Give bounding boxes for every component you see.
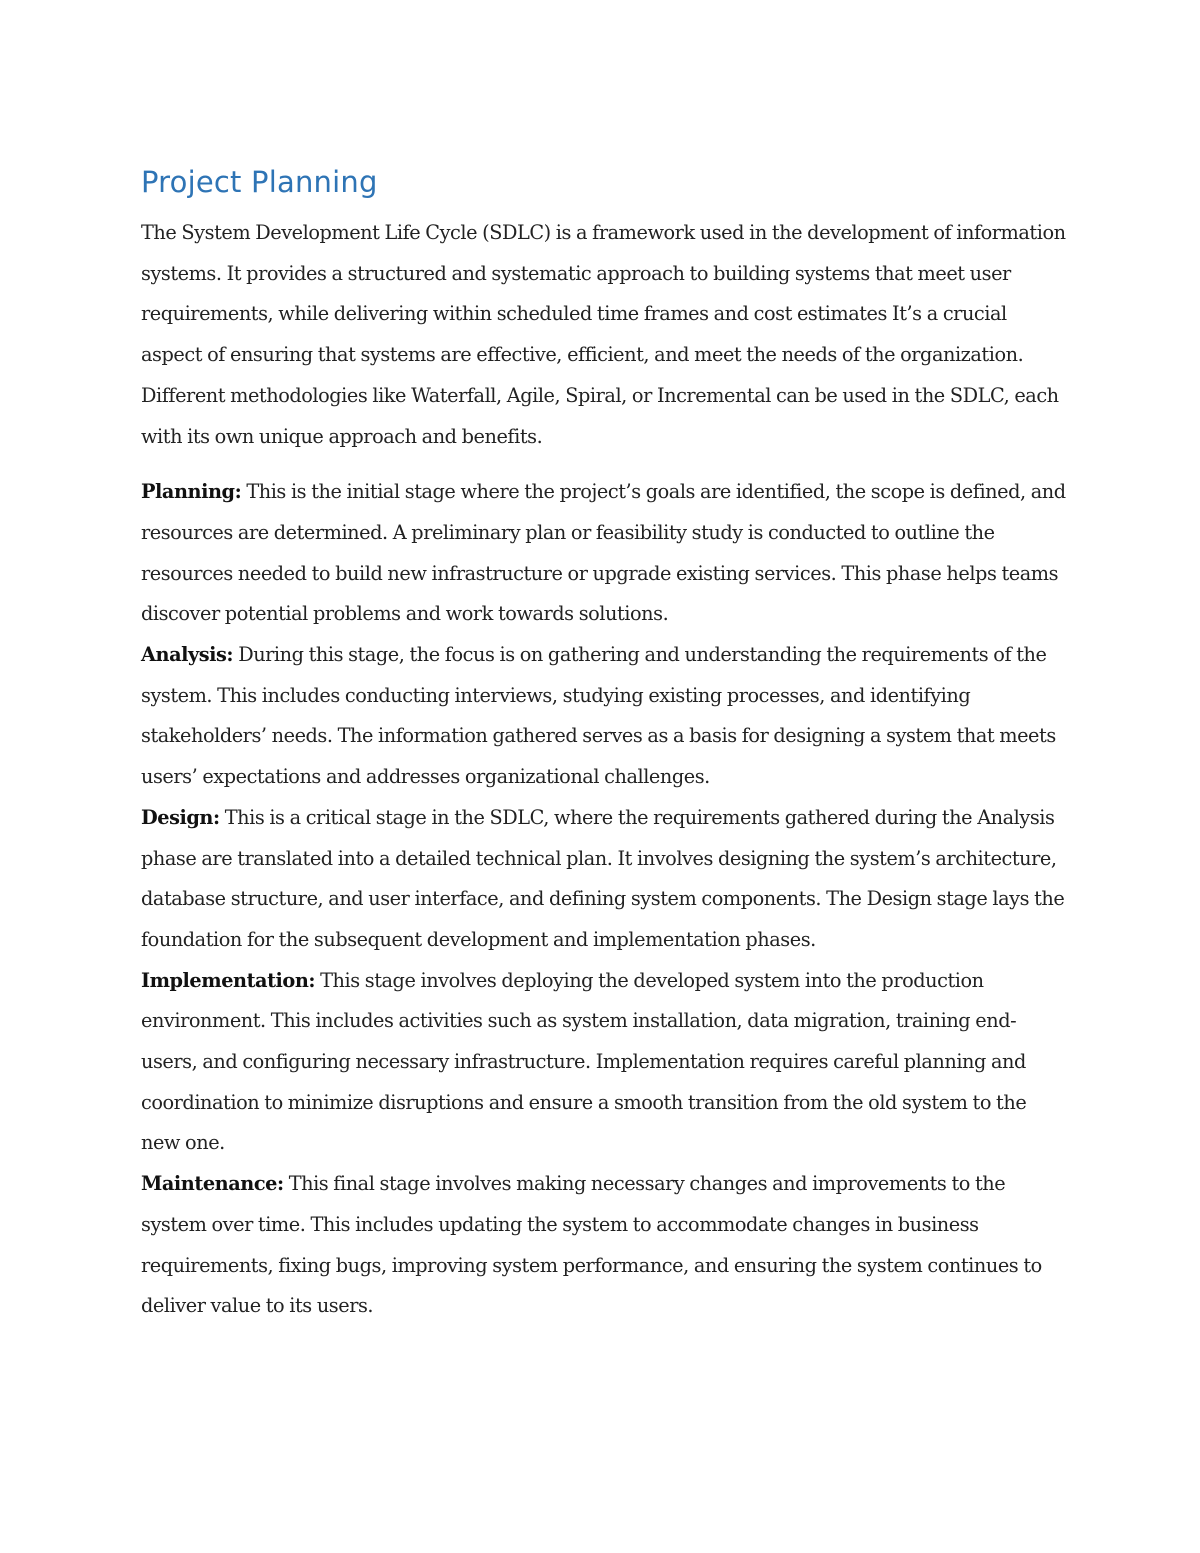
stage-paragraph-planning	[141, 472, 1066, 635]
intro-paragraph: The System Development Life Cycle (SDLC) is a framework used in the development of information systems. It provides a structured and systematic approach to building systems that meet user requirements, while delivering within scheduled time frames and cost estimates It’s a crucial aspect of ensuring that systems are effective, efficient, and meet the needs of the organization. Different methodologies like Waterfall, Agile, Spiral, or Incremental can be used in the SDLC, each with its own unique approach and benefits.	[141, 221, 1066, 448]
stage-term: Maintenance:	[141, 1172, 284, 1196]
stage-paragraph-analysis	[141, 635, 1066, 798]
stage-paragraph-implementation	[141, 961, 1066, 1165]
stage-term: Implementation:	[141, 968, 316, 992]
stage-term: Analysis:	[141, 643, 234, 667]
stage-description: This is the initial stage where the project’s goals are identified, the scope is defined, and resources are determined. A preliminary plan or feasibility study is conducted to outline the resources needed to build new infrastructure or upgrade existing services. This phase helps teams discover potential problems and work towards solutions.	[141, 480, 1066, 626]
stage-description: During this stage, the focus is on gathering and understanding the requirements of the system. This includes conducting interviews, studying existing processes, and identifying stakeholders’ needs. The information gathered serves as a basis for designing a system that meets users’ expectations and addresses organizational challenges.	[141, 643, 1056, 789]
document-body	[141, 162, 1066, 1327]
stage-description: This stage involves deploying the developed system into the production environment. This includes activities such as system installation, data migration, training end-users, and configuring necessary infrastructure. Implementation requires careful planning and coordination to minimize disruptions and ensure a smooth transition from the old system to the new one.	[141, 968, 1027, 1155]
stage-description: This is a critical stage in the SDLC, where the requirements gathered during the Analysis phase are translated into a detailed technical plan. It involves designing the system’s architecture, database structure, and user interface, and defining system components. The Design stage lays the foundation for the subsequent development and implementation phases.	[141, 805, 1065, 951]
page-title: Project Planning	[141, 165, 378, 199]
stage-paragraph-design	[141, 798, 1066, 961]
stage-description: This final stage involves making necessary changes and improvements to the system over time. This includes updating the system to accommodate changes in business requirements, fixing bugs, improving system performance, and ensuring the system continues to deliver value to its users.	[141, 1172, 1042, 1318]
stage-term: Design:	[141, 805, 220, 829]
stage-term: Planning:	[141, 480, 242, 504]
stage-paragraph-maintenance	[141, 1164, 1066, 1327]
